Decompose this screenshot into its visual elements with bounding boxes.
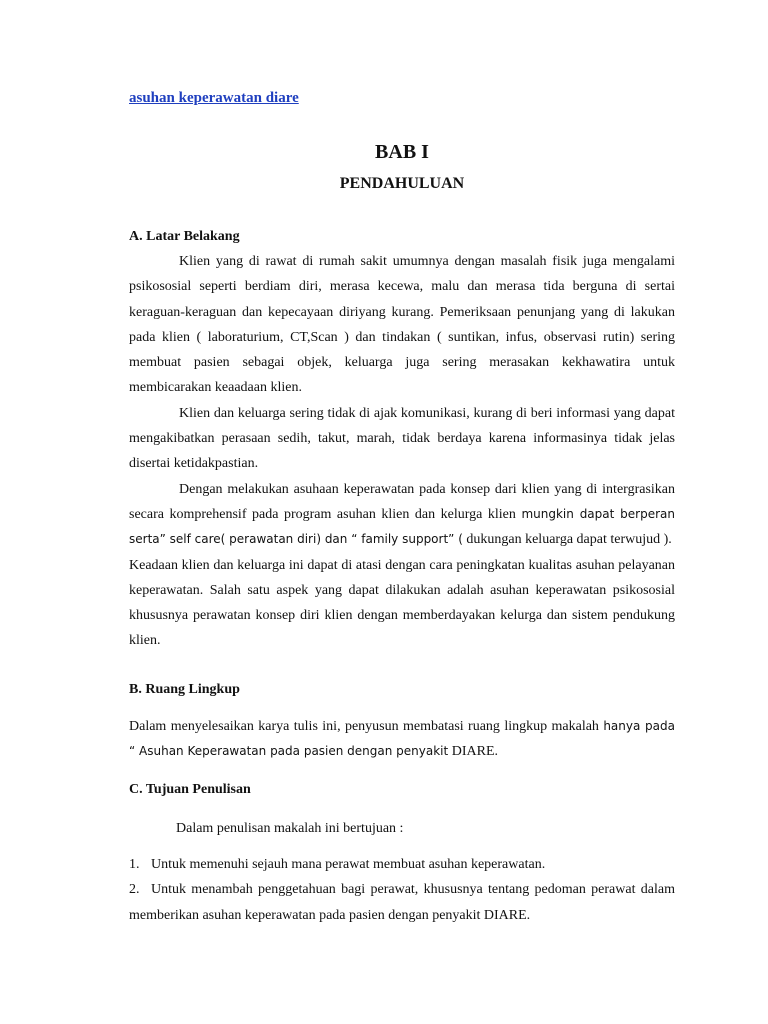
- paragraph-ruang-end: DIARE.: [448, 744, 499, 760]
- paragraph-ruang-sans: hanya pada “ Asuhan Keperawatan pada pasien dengan penyakit: [129, 719, 675, 759]
- section-a-heading: A. Latar Belakang: [129, 229, 240, 244]
- chapter-title: BAB I: [375, 141, 429, 163]
- list-item: [129, 877, 675, 928]
- section-a-body: [129, 249, 675, 654]
- list-item-text: Untuk memenuhi sejauh mana perawat membuat asuhan keperawatan.: [151, 857, 546, 872]
- section-c-list: [129, 852, 675, 928]
- section-c-intro: Dalam penulisan makalah ini bertujuan :: [176, 821, 404, 836]
- list-item-number: 1.: [129, 857, 140, 872]
- paragraph-ruang-line1: Dalam menyelesaikan karya tulis ini, penyusun membatasi ruang lingkup makalah: [129, 719, 599, 734]
- document-title-link[interactable]: asuhan keperawatan diare: [129, 90, 299, 106]
- paragraph-latar-3-sans: mungkin dapat berperan serta” self care( perawatan diri) dan “ family support” (: [129, 506, 676, 547]
- section-c-heading: C. Tujuan Penulisan: [129, 782, 251, 797]
- list-item-text: Untuk menambah penggetahuan bagi perawat, khususnya tentang pedoman perawat dalam memberikan asuhan keperawatan pada pasien dengan penyakit DIARE.: [129, 882, 675, 923]
- paragraph-latar-3: [129, 477, 675, 553]
- chapter-subtitle: PENDAHULUAN: [339, 175, 465, 192]
- list-item: [129, 852, 675, 877]
- paragraph-ruang-1: [129, 714, 675, 765]
- paragraph-latar-1: Klien yang di rawat di rumah sakit umumnya dengan masalah fisik juga mengalami psikososial seperti berdiam diri, merasa kecewa, malu dan merasa tida berguna di sertai keraguan-keraguan dan kepecayaan diriyang kurang. Pemeriksaan penunjang yang di lakukan pada klien ( laboraturium, CT,Scan ) dan tindakan ( suntikan, infus, observasi rutin) sering membuat pasien sebagai objek, keluarga juga sering merasakan kekhawatira untuk membicarakan keaadaan klien.: [129, 254, 675, 396]
- section-b-body: [129, 714, 675, 765]
- paragraph-latar-4: Keadaan klien dan keluarga ini dapat di atasi dengan cara peningkatan kualitas asuhan pelayanan keperawatan. Salah satu aspek yang dapat dilakukan adalah asuhan keperawatan psikososial khususnya perawatan konsep diri klien dengan memberdayakan kelurga dan sistem pendukung klien.: [129, 557, 675, 649]
- paragraph-latar-3-start: Dengan melakukan asuhaan keperawatan pada konsep dari klien yang di intergrasikan secara komprehensif pada program asuhan klien dan kelurga klien: [129, 481, 675, 522]
- list-item-number: 2.: [129, 882, 140, 898]
- section-b-heading: B. Ruang Lingkup: [129, 682, 240, 697]
- paragraph-latar-2: Klien dan keluarga sering tidak di ajak komunikasi, kurang di beri informasi yang dapat mengakibatkan perasaan sedih, takut, marah, tidak berdaya karena informasinya tidak jelas disertai ketidakpastian.: [129, 405, 675, 472]
- paragraph-latar-3-end: dukungan keluarga dapat terwujud ).: [466, 532, 672, 548]
